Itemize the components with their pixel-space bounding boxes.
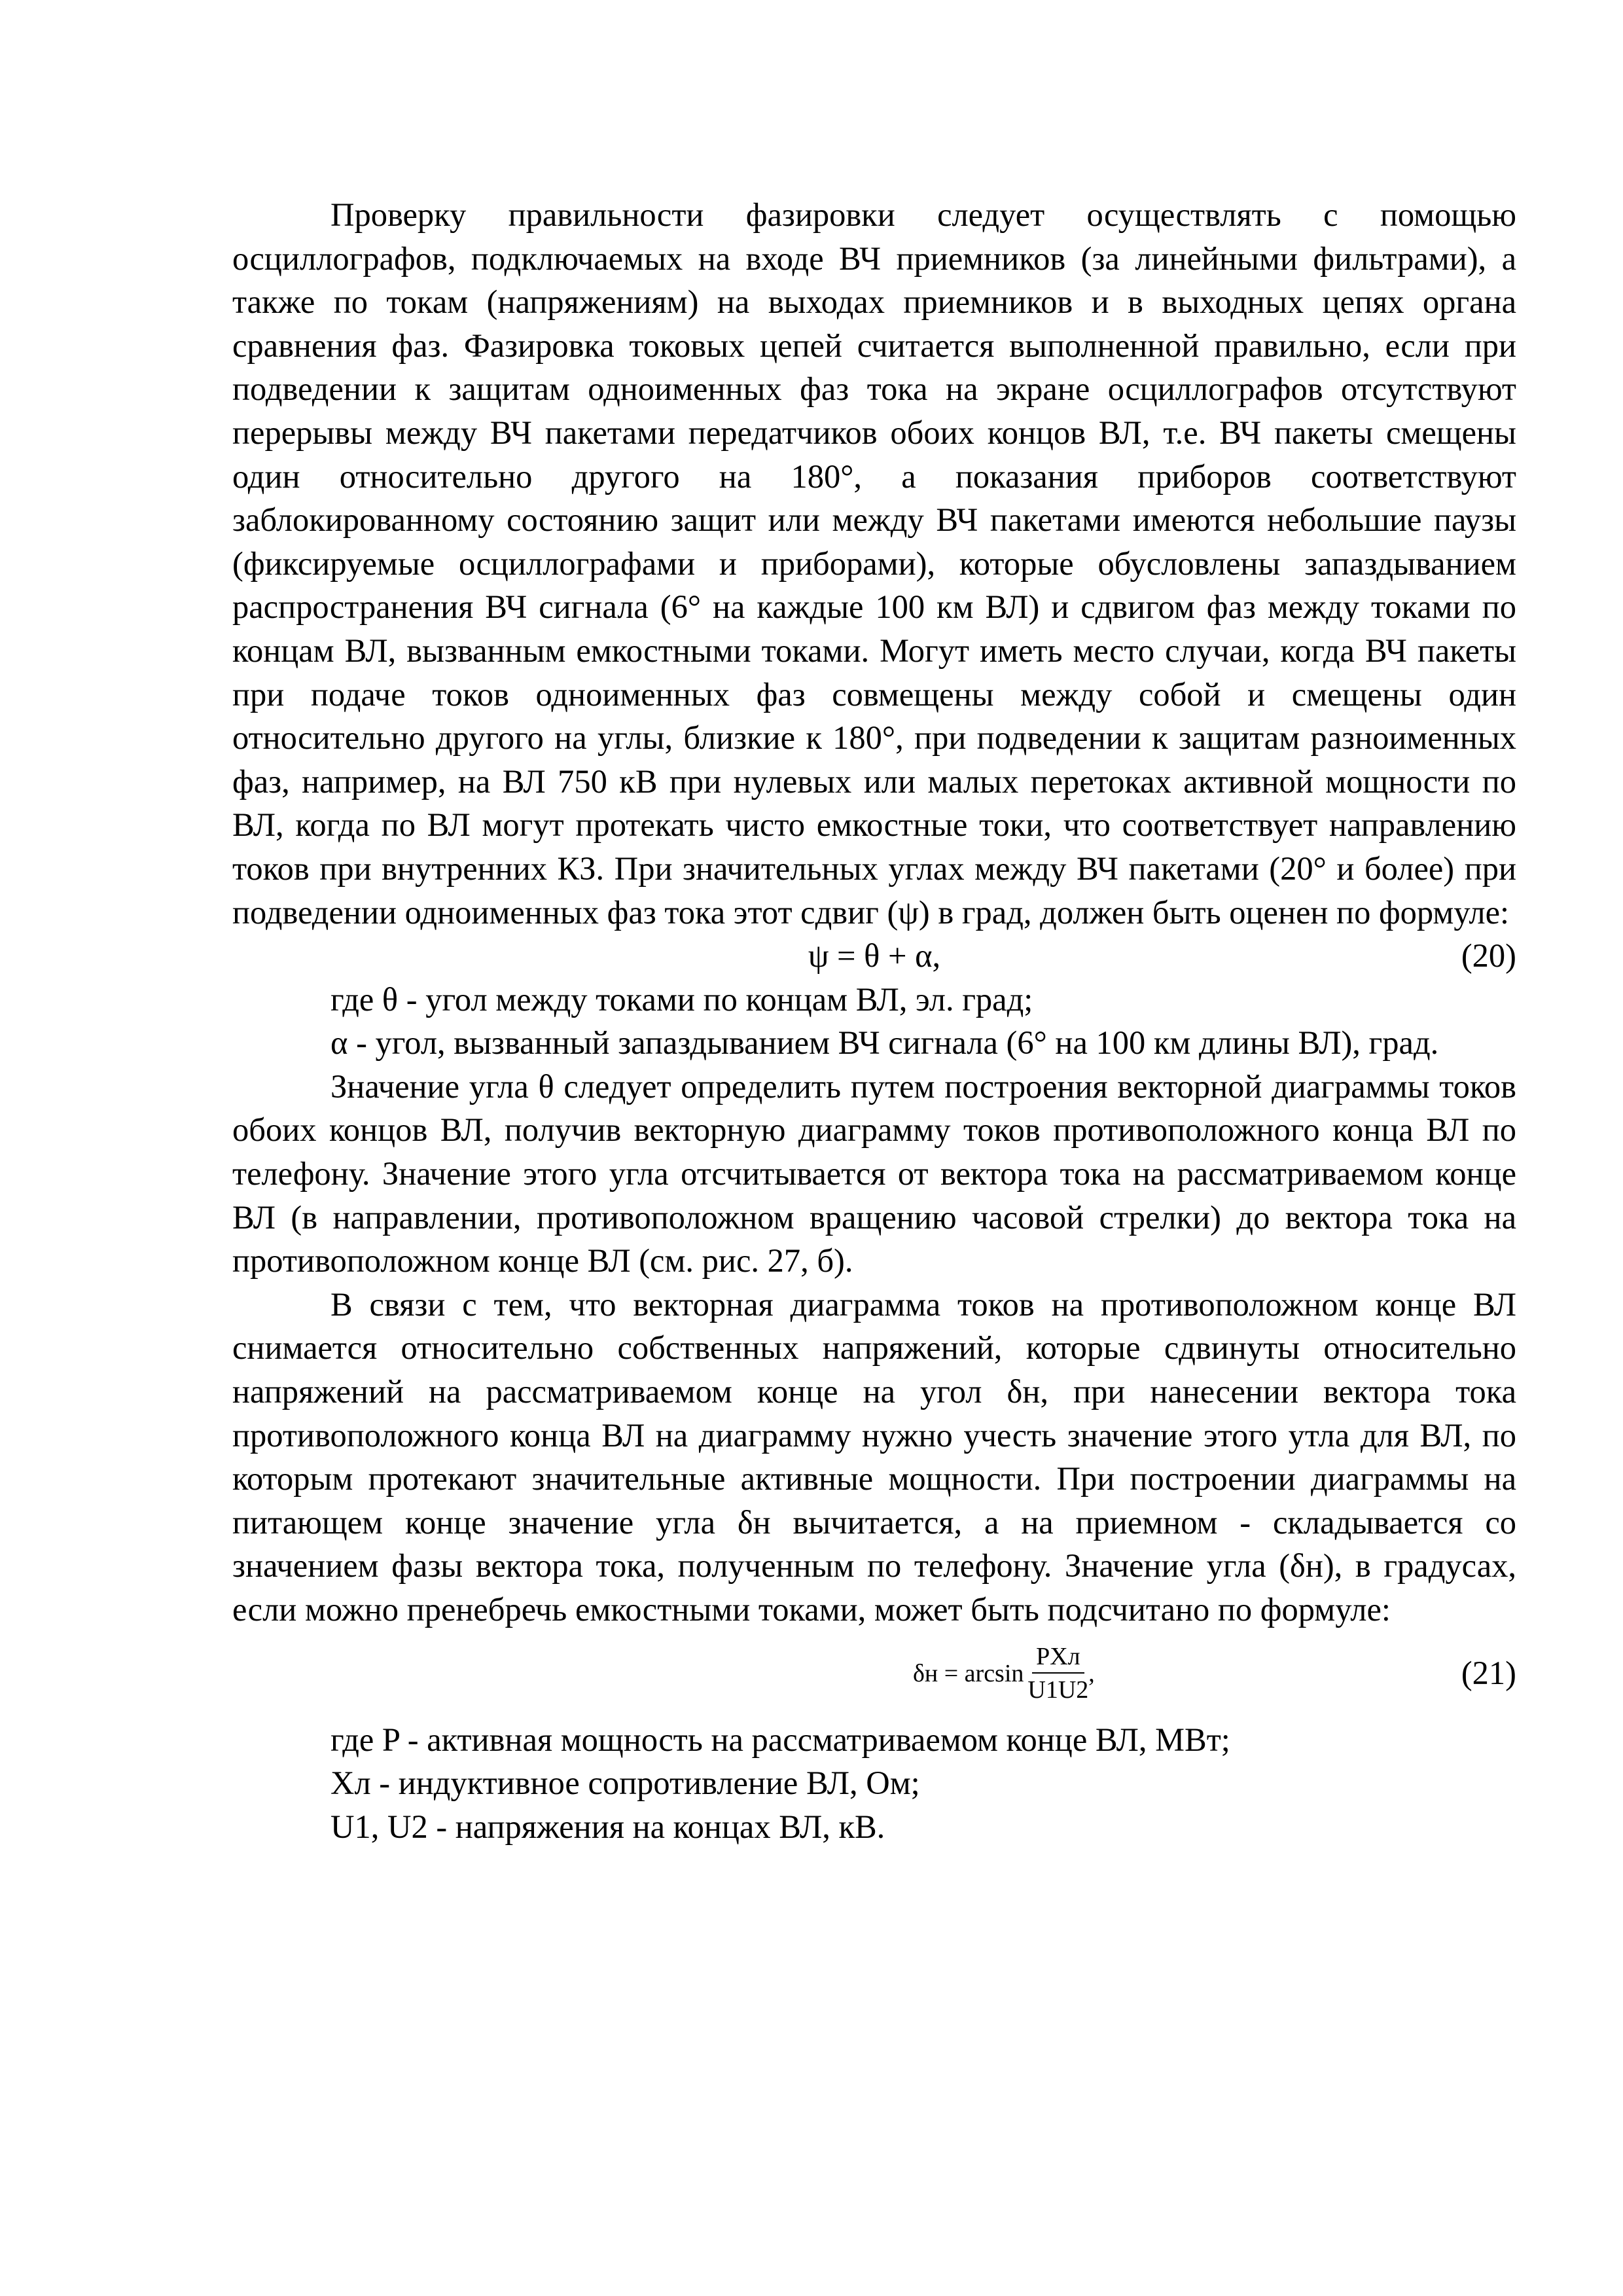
text-line: В связи с тем, что векторная диаграмма токов на противоположном xyxy=(330,1285,1376,1323)
text-line: активные мощности. При построении диаграммы на питающем конце xyxy=(232,1460,1516,1541)
text-line: сдвинуты относительно напряжений на рассматриваемом конце на угол δн, при xyxy=(232,1329,1516,1410)
text-line: направлению токов при внутренних КЗ. При значительных углах между ВЧ xyxy=(232,806,1516,887)
text-line: запаздыванием распространения ВЧ сигнала (6° на каждые 100 км ВЛ) и xyxy=(232,545,1516,626)
paragraph-vector-diagram xyxy=(232,1283,1516,1632)
text-line: Значение угла θ следует определить путем построения векторной xyxy=(330,1067,1272,1105)
where-alpha xyxy=(232,1021,1516,1065)
text-line: фильтрами), а также по токам (напряжениям) на выходах приемников и в xyxy=(232,240,1516,321)
text-line: противоположного конца ВЛ по телефону. Значение этого угла отсчитывается xyxy=(232,1111,1516,1193)
text-line: тока на экране осциллографов отсутствуют перерывы между ВЧ пакетами xyxy=(232,370,1516,451)
text-line: от вектора тока на рассматриваемом конце ВЛ (в направлении, xyxy=(232,1155,1516,1236)
text-line: ВЛ), град. xyxy=(1298,1024,1439,1062)
formula-21 xyxy=(232,1632,1516,1718)
text-line: конце ВЛ снимается относительно собственных напряжений, которые xyxy=(232,1285,1517,1367)
text-line: вектора тока, полученным по телефону. Значение угла (δн), в градусах, если xyxy=(232,1547,1516,1628)
text-line: противоположном конце ВЛ (см. рис. 27, б). xyxy=(232,1242,853,1280)
formula-21-legend xyxy=(232,1718,1516,1849)
text-line: сдвигом фаз между токами по концам ВЛ, вызванным емкостными токами. xyxy=(232,588,1516,669)
formula-20-expression: ψ = θ + α, xyxy=(808,937,941,975)
formula-21-expression xyxy=(913,1641,1095,1706)
text-line: град, должен быть оценен по формуле: xyxy=(961,893,1510,931)
text-line: когда по ВЛ могут протекать чисто емкостные токи, что соответствует xyxy=(295,806,1329,844)
where-theta: где θ - угол между токами по концам ВЛ, эл. град; xyxy=(330,980,1033,1018)
formula-21-numerator: PXл xyxy=(1032,1641,1084,1674)
formula-21-lhs: δн = arcsin xyxy=(913,1659,1024,1687)
text-line: ВЛ 750 кВ при нулевых или малых перетоках активной мощности по ВЛ, xyxy=(232,762,1516,844)
formula-21-denominator: U1U2 xyxy=(1027,1676,1089,1704)
text-line: диаграммы токов обоих концов ВЛ, получив векторную диаграмму токов xyxy=(232,1067,1516,1149)
text-line: значение угла δн вычитается, а на приемном - складывается со значением фазы xyxy=(232,1503,1516,1585)
text-line: (фиксируемые осциллографами и приборами), которые обусловлены xyxy=(232,545,1305,582)
text-line: пакетами (20° и более) при подведении одноименных фаз тока этот сдвиг (ψ) в xyxy=(232,850,1516,931)
text-line: осциллографов, подключаемых на входе ВЧ приемников (за линейными xyxy=(232,240,1313,277)
text-line: учесть значение этого утла для ВЛ, по которым протекают значительные xyxy=(232,1416,1516,1498)
formula-20-number: (20) xyxy=(1461,937,1516,975)
text-line: близкие к 180°, при подведении к защитам разноименных фаз, например, на xyxy=(232,719,1516,800)
text-line: передатчиков обоих концов ВЛ, т.е. ВЧ пакеты смещены один относительно xyxy=(232,414,1516,495)
text-line: выполненной правильно, если при подведении к защитам одноименных фаз xyxy=(232,327,1516,408)
formula-21-fraction xyxy=(1027,1641,1088,1706)
legend-u: U1, U2 - напряжения на концах ВЛ, кВ. xyxy=(330,1808,885,1845)
text-line: другого на 180°, а показания приборов соответствуют заблокированному xyxy=(232,457,1516,539)
formula-21-trailing: , xyxy=(1088,1659,1095,1687)
text-line: противоположном вращению часовой стрелки) до вектора тока на xyxy=(536,1198,1516,1236)
formula-20 xyxy=(232,934,1516,978)
paragraph-theta-value xyxy=(232,1065,1516,1283)
text-line: нанесении вектора тока противоположного конца ВЛ на диаграмму нужно xyxy=(232,1373,1516,1454)
text-line: выходных цепях органа сравнения фаз. Фазировка токовых цепей считается xyxy=(232,283,1517,364)
paragraph-phasing-check xyxy=(232,193,1516,934)
document-page xyxy=(232,193,1516,1848)
formula-21-number: (21) xyxy=(1461,1654,1516,1691)
text-line: состоянию защит или между ВЧ пакетами имеются небольшие паузы xyxy=(507,501,1516,539)
legend-xl: Xл - индуктивное сопротивление ВЛ, Ом; xyxy=(330,1765,920,1802)
text-line: фаз совмещены между собой и смещены один относительно другого на углы, xyxy=(232,675,1516,757)
text-line: можно пренебречь емкостными токами, может быть подсчитано по формуле: xyxy=(304,1591,1391,1628)
text-line: Могут иметь место случаи, когда ВЧ пакеты при подаче токов одноименных xyxy=(232,632,1516,713)
legend-p: где P - активная мощность на рассматриваемом конце ВЛ, МВт; xyxy=(330,1721,1230,1758)
text-line: Проверку правильности фазировки следует осуществлять с помощью xyxy=(330,196,1516,233)
text-line: α - угол, вызванный запаздыванием ВЧ сигнала (6° на 100 км длины xyxy=(330,1024,1298,1062)
